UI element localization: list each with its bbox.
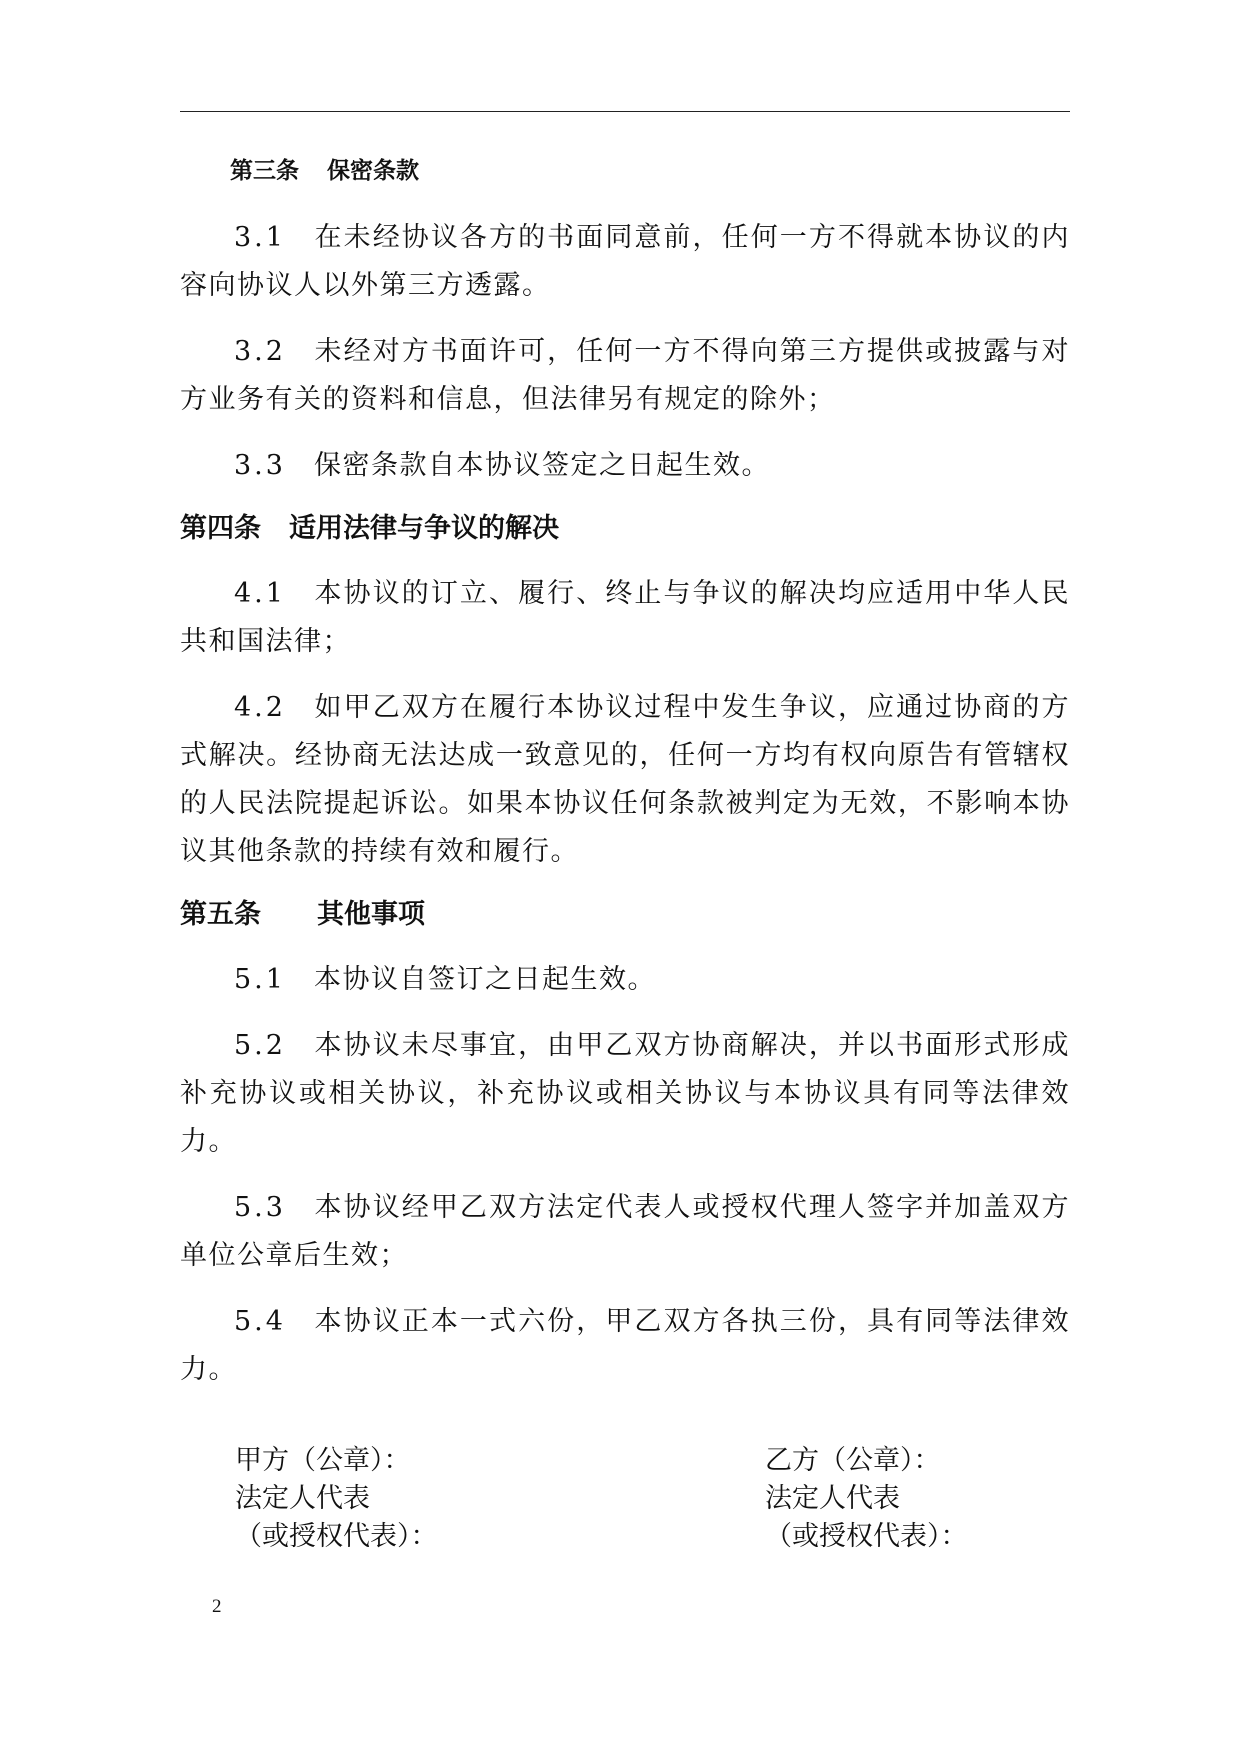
clause-number: 3.2 — [234, 336, 286, 367]
party-b-signature — [765, 1442, 968, 1556]
header-rule — [180, 111, 1070, 112]
article-4-number: 第四条 — [180, 513, 261, 544]
party-b-seal-label: 乙方（公章）： — [765, 1445, 941, 1476]
page-number: 2 — [212, 1596, 222, 1617]
clause-text: 本协议经甲乙双方法定代表人或授权代理人签字并加盖双方单位公章后生效； — [180, 1192, 1070, 1271]
clause-text: 如甲乙双方在履行本协议过程中发生争议，应通过协商的方式解决。经协商无法达成一致意见的，任何一方均有权向原告有管辖权的人民法院提起诉讼。如果本协议任何条款被判定为无效，不影响本协议其他条款的持续有效和履行。 — [180, 692, 1070, 867]
clause-text: 本协议正本一式六份，甲乙双方各执三份，具有同等法律效力。 — [180, 1306, 1070, 1385]
party-a-seal-label: 甲方（公章）： — [235, 1445, 411, 1476]
clause-number: 5.3 — [234, 1192, 286, 1223]
clause-text: 本协议的订立、履行、终止与争议的解决均应适用中华人民共和国法律； — [180, 578, 1070, 657]
article-4-heading — [180, 508, 1070, 550]
document-body — [180, 150, 1070, 1412]
party-b-rep-label: 法定人代表 — [765, 1483, 900, 1514]
clause-text: 保密条款自本协议签定之日起生效。 — [313, 450, 770, 481]
party-a-signature — [235, 1442, 438, 1556]
party-b-authorized-label: （或授权代表）： — [765, 1521, 968, 1552]
clause-text: 本协议自签订之日起生效。 — [313, 964, 656, 995]
clause-3-1 — [180, 214, 1070, 310]
article-5-heading — [180, 894, 1070, 936]
clause-text: 未经对方书面许可，任何一方不得向第三方提供或披露与对方业务有关的资料和信息，但法律另有规定的除外； — [180, 336, 1070, 415]
clause-text: 在未经协议各方的书面同意前，任何一方不得就本协议的内容向协议人以外第三方透露。 — [180, 222, 1070, 301]
clause-3-3 — [180, 442, 1070, 490]
clause-3-2 — [180, 328, 1070, 424]
article-5-number: 第五条 — [180, 899, 261, 930]
clause-number: 5.4 — [234, 1306, 286, 1337]
clause-text: 本协议未尽事宜，由甲乙双方协商解决，并以书面形式形成补充协议或相关协议，补充协议或相关协议与本协议具有同等法律效力。 — [180, 1030, 1070, 1157]
clause-4-2 — [180, 684, 1070, 876]
article-3-number: 第三条 — [230, 158, 299, 184]
article-3-title: 保密条款 — [327, 158, 419, 184]
clause-number: 3.3 — [234, 450, 286, 481]
clause-number: 5.1 — [234, 964, 286, 995]
clause-number: 3.1 — [234, 222, 286, 253]
clause-number: 5.2 — [234, 1030, 286, 1061]
clause-4-1 — [180, 570, 1070, 666]
party-a-authorized-label: （或授权代表）： — [235, 1521, 438, 1552]
clause-5-4 — [180, 1298, 1070, 1394]
article-3-heading — [180, 150, 1070, 192]
clause-5-1 — [180, 956, 1070, 1004]
clause-number: 4.2 — [234, 692, 286, 723]
article-5-title: 其他事项 — [317, 899, 425, 930]
clause-5-2 — [180, 1022, 1070, 1166]
clause-number: 4.1 — [234, 578, 286, 609]
article-4-title: 适用法律与争议的解决 — [289, 513, 559, 544]
clause-5-3 — [180, 1184, 1070, 1280]
party-a-rep-label: 法定人代表 — [235, 1483, 370, 1514]
